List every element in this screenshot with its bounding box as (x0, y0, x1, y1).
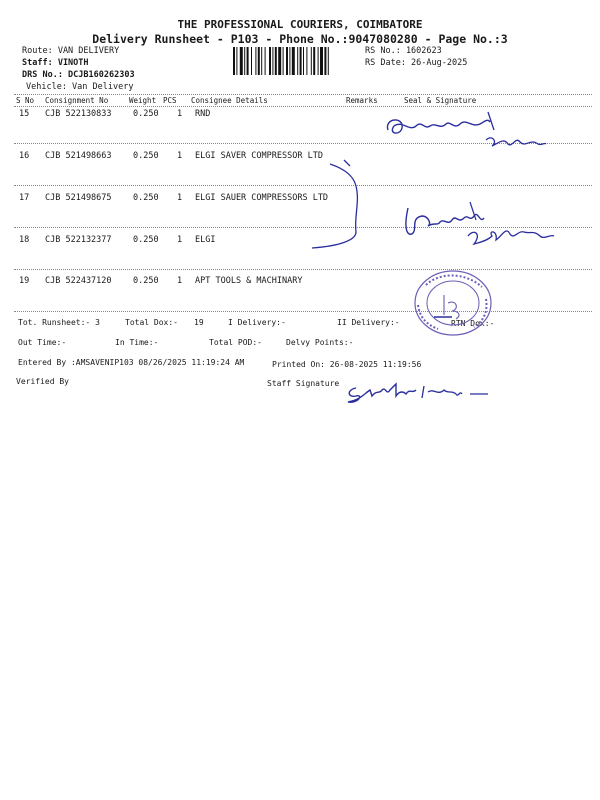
row-sno: 17 (19, 193, 30, 203)
company-title: THE PROFESSIONAL COURIERS, COIMBATORE (177, 18, 423, 31)
out-time: Out Time:- (18, 338, 67, 347)
staff-text: Staff: VINOTH (22, 58, 89, 68)
signature-rows-16-18 (398, 196, 558, 256)
runsheet-subtitle: Delivery Runsheet - P103 - Phone No.:9047080280 - Page No.:3 (92, 32, 508, 46)
row-consignee: APT TOOLS & MACHINARY (195, 276, 303, 286)
staff-signature (340, 380, 500, 410)
row-sno: 16 (19, 151, 30, 161)
header-bottom-rule (14, 106, 592, 107)
staff-signature-label: Staff Signature (267, 379, 340, 388)
row-consignment: CJB 522130833 (45, 109, 112, 119)
row-pcs: 1 (177, 276, 183, 286)
delvy-points: Delvy Points:- (286, 338, 354, 347)
row-weight: 0.250 (133, 109, 159, 119)
barcode (233, 47, 361, 75)
row-divider (14, 311, 592, 312)
header-top-rule (14, 94, 592, 95)
vehicle-text: Vehicle: Van Delivery (26, 82, 134, 92)
col-header-seal: Seal & Signature (404, 96, 477, 105)
row-weight: 0.250 (133, 151, 159, 161)
row-weight: 0.250 (133, 276, 159, 286)
col-header-sno: S No (16, 96, 35, 105)
row-consignment: CJB 521498675 (45, 193, 112, 203)
drs-number: DRS No.: DCJB160262303 (22, 70, 135, 80)
row-pcs: 1 (177, 151, 183, 161)
row-consignee: ELGI (195, 235, 216, 245)
ii-delivery: II Delivery:- (337, 318, 400, 327)
rs-date: RS Date: 26-Aug-2025 (365, 58, 468, 68)
bracket-mark (300, 156, 370, 256)
row-sno: 18 (19, 235, 30, 245)
row-pcs: 1 (177, 235, 183, 245)
col-header-pcs: PCS (163, 96, 177, 105)
row-sno: 15 (19, 109, 30, 119)
row-pcs: 1 (177, 193, 183, 203)
total-dox-value: 19 (194, 318, 204, 327)
in-time: In Time:- (115, 338, 159, 347)
entered-by: Entered By :AMSAVENIP103 08/26/2025 11:19:24 AM (18, 358, 245, 367)
total-pod: Total POD:- (209, 338, 262, 347)
col-header-weight: Weight (129, 96, 157, 105)
i-delivery: I Delivery:- (228, 318, 286, 327)
rtn-dox: RTN Dox:- (451, 319, 495, 328)
col-header-consignment: Consignment No (45, 96, 109, 105)
row-consignment: CJB 522132377 (45, 235, 112, 245)
total-dox-label: Total Dox:- (125, 318, 178, 327)
row-consignment: CJB 521498663 (45, 151, 112, 161)
printed-on: Printed On: 26-08-2025 11:19:56 (272, 360, 422, 369)
row-consignee: ELGI SAVER COMPRESSOR LTD (195, 151, 323, 161)
row-consignee: ELGI SAUER COMPRESSORS LTD (195, 193, 329, 203)
row-pcs: 1 (177, 109, 183, 119)
tot-runsheet: Tot. Runsheet:- 3 (18, 318, 100, 327)
col-header-remarks: Remarks (346, 96, 378, 105)
verified-by: Verified By (16, 377, 69, 386)
row-weight: 0.250 (133, 235, 159, 245)
signature-row-15 (380, 108, 550, 158)
row-consignment: CJB 522437120 (45, 276, 112, 286)
company-seal-stamp (408, 265, 498, 345)
row-divider (14, 269, 592, 270)
rs-number: RS No.: 1602623 (365, 46, 442, 56)
row-consignee: RND (195, 109, 211, 119)
row-sno: 19 (19, 276, 30, 286)
col-header-consignee: Consignee Details (191, 96, 268, 105)
route-text: Route: VAN DELIVERY (22, 46, 120, 56)
row-weight: 0.250 (133, 193, 159, 203)
